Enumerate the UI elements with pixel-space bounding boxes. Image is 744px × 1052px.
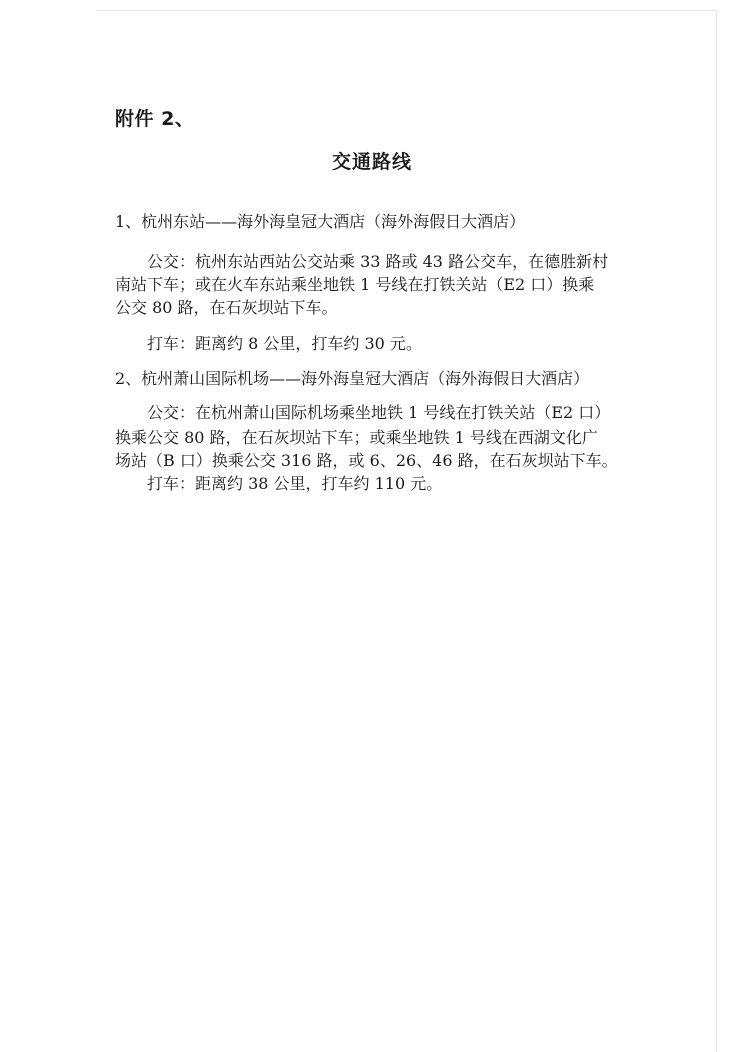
route-2-heading: 2、杭州萧山国际机场——海外海皇冠大酒店（海外海假日大酒店） xyxy=(115,369,590,388)
route-2-bus-line-2: 换乘公交 80 路，在石灰坝站下车；或乘坐地铁 1 号线在西湖文化广 xyxy=(115,428,598,447)
attachment-label: 附件 2、 xyxy=(115,108,195,130)
route-1-bus-line-3: 公交 80 路，在石灰坝站下车。 xyxy=(115,298,338,317)
route-2-bus-line-1: 公交：在杭州萧山国际机场乘坐地铁 1 号线在打铁关站（E2 口） xyxy=(147,403,611,422)
scan-edge-top xyxy=(96,10,716,11)
route-2-taxi: 打车：距离约 38 公里，打车约 110 元。 xyxy=(147,474,443,493)
route-1-bus-line-2: 南站下车；或在火车东站乘坐地铁 1 号线在打铁关站（E2 口）换乘 xyxy=(115,275,595,294)
route-1-bus-line-1: 公交：杭州东站西站公交站乘 33 路或 43 路公交车，在德胜新村 xyxy=(147,252,609,271)
route-2-bus-line-3: 场站（B 口）换乘公交 316 路，或 6、26、46 路，在石灰坝站下车。 xyxy=(115,451,618,470)
route-1-taxi: 打车：距离约 8 公里，打车约 30 元。 xyxy=(147,334,422,353)
document-title: 交通路线 xyxy=(331,151,412,173)
route-1-heading: 1、杭州东站——海外海皇冠大酒店（海外海假日大酒店） xyxy=(115,212,526,231)
